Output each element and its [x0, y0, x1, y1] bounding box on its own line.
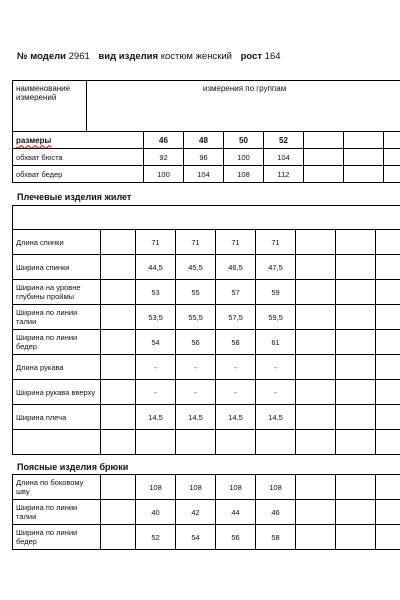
value-cell: 108	[256, 475, 296, 500]
value-cell: 14,5	[136, 405, 176, 430]
value-cell: 57	[216, 280, 256, 305]
value-cell: 44	[216, 500, 256, 525]
row-label: Ширина спинки	[13, 255, 101, 280]
value-cell: 108	[176, 475, 216, 500]
value-cell: 14,5	[256, 405, 296, 430]
value-cell: 44,5	[136, 255, 176, 280]
value-cell: 100	[144, 166, 184, 183]
document-header	[17, 51, 281, 62]
value-cell: -	[176, 355, 216, 380]
table-row	[13, 430, 400, 455]
value-cell: 71	[176, 230, 216, 255]
value-cell: 104	[264, 149, 304, 166]
table-row	[13, 475, 400, 500]
value-cell: 53,5	[136, 305, 176, 330]
height-value: 164	[264, 51, 281, 62]
value-cell: 53	[136, 280, 176, 305]
groups-header: измерения по группам	[87, 81, 400, 132]
row-label: обхват бюста	[13, 149, 144, 166]
value-cell: 54	[136, 330, 176, 355]
value-cell: -	[176, 380, 216, 405]
value-cell: -	[136, 380, 176, 405]
row-label: Ширина рукава вверху	[13, 380, 101, 405]
value-cell: 71	[136, 230, 176, 255]
size-cell: 48	[184, 132, 224, 149]
value-cell: 55,5	[176, 305, 216, 330]
table-row	[13, 380, 400, 405]
table-row	[13, 230, 400, 255]
value-cell: 71	[256, 230, 296, 255]
vest-section-title: Плечевые изделия жилет	[17, 192, 132, 202]
table-row	[13, 280, 400, 305]
table-row	[13, 305, 400, 330]
row-label: Длина рукава	[13, 355, 101, 380]
size-cell: 46	[144, 132, 184, 149]
value-cell: 100	[224, 149, 264, 166]
value-cell: 108	[224, 166, 264, 183]
value-cell: 57,5	[216, 305, 256, 330]
height-label: рост	[240, 51, 263, 62]
value-cell: -	[256, 355, 296, 380]
row-label: Длина по боковому шву	[13, 475, 101, 500]
size-cell: 52	[264, 132, 304, 149]
size-cell: 50	[224, 132, 264, 149]
value-cell: -	[256, 380, 296, 405]
model-label: № модели	[17, 51, 66, 62]
value-cell: 58	[256, 525, 296, 550]
value-cell: 104	[184, 166, 224, 183]
value-cell: 42	[176, 500, 216, 525]
value-cell: 112	[264, 166, 304, 183]
value-cell: 56	[216, 525, 256, 550]
value-cell: 92	[144, 149, 184, 166]
pants-table	[12, 474, 400, 550]
pants-section-title: Поясные изделия брюки	[17, 462, 129, 472]
value-cell: 56	[176, 330, 216, 355]
value-cell: 45,5	[176, 255, 216, 280]
sizes-label: размеры	[13, 132, 144, 149]
row-label: Длина спинки	[13, 230, 101, 255]
value-cell: 46,5	[216, 255, 256, 280]
value-cell: 14,5	[176, 405, 216, 430]
table-row	[13, 330, 400, 355]
value-cell: -	[216, 355, 256, 380]
value-cell: 96	[184, 149, 224, 166]
value-cell: 54	[176, 525, 216, 550]
value-cell: 59,5	[256, 305, 296, 330]
blank-row	[13, 206, 400, 230]
row-label: Ширина по линии талии	[13, 500, 101, 525]
table-row	[13, 355, 400, 380]
table-row	[13, 166, 400, 183]
value-cell: -	[216, 380, 256, 405]
table-row	[13, 255, 400, 280]
vest-table	[12, 205, 400, 455]
name-header: наименование измерений	[13, 81, 87, 132]
value-cell: 46	[256, 500, 296, 525]
value-cell: 61	[256, 330, 296, 355]
row-label: Ширина на уровне глубины проймы	[13, 280, 101, 305]
value-cell: 71	[216, 230, 256, 255]
type-label: вид изделия	[98, 51, 159, 62]
table-row	[13, 405, 400, 430]
row-label: обхват бедер	[13, 166, 144, 183]
value-cell: 14,5	[216, 405, 256, 430]
sizes-row	[13, 132, 400, 149]
row-label: Ширина по линии бедер	[13, 330, 101, 355]
value-cell: -	[136, 355, 176, 380]
row-label: Ширина по линии талии	[13, 305, 101, 330]
value-cell: 108	[136, 475, 176, 500]
type-value: костюм женский	[160, 51, 232, 62]
value-cell: 47,5	[256, 255, 296, 280]
row-label: Ширина по линии бедер	[13, 525, 101, 550]
table-row	[13, 149, 400, 166]
value-cell: 108	[216, 475, 256, 500]
table-row	[13, 525, 400, 550]
model-number: 2961	[68, 51, 90, 62]
table-row	[13, 500, 400, 525]
value-cell: 58	[216, 330, 256, 355]
value-cell: 40	[136, 500, 176, 525]
value-cell: 55	[176, 280, 216, 305]
value-cell: 52	[136, 525, 176, 550]
value-cell: 59	[256, 280, 296, 305]
row-label: Ширина плеча	[13, 405, 101, 430]
top-measurements-table	[12, 80, 400, 183]
